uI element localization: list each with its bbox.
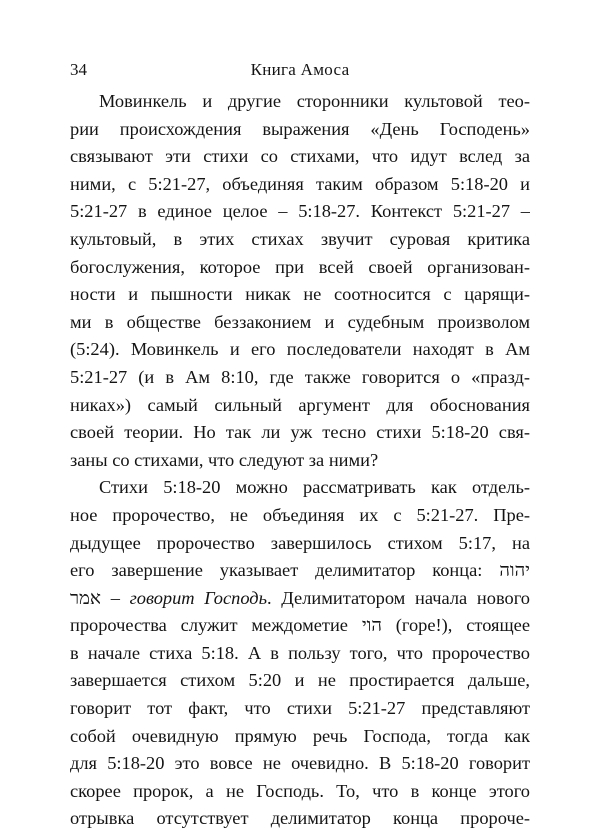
text-line: богослужения, которое при всей своей организован-: [70, 256, 530, 277]
text-line: его завершение указывает делимитатор конца: יהוה: [70, 560, 530, 581]
text-line: (5:24). Мовинкель и его последователи находят в Ам: [70, 339, 530, 360]
text-line: ними, с 5:21-27, объединяя таким образом 5:18-20 и: [70, 173, 530, 194]
text-line: никах») самый сильный аргумент для обоснования: [70, 394, 530, 415]
text-line: Стихи 5:18-20 можно рассматривать как отдель-: [99, 477, 530, 498]
text-line: Мовинкель и другие сторонники культовой тео-: [99, 91, 530, 111]
text-line: ное пророчество, не объединяя их с 5:21-27. Пре-: [70, 504, 530, 525]
paragraph-2: [70, 474, 530, 833]
text-line: дыдущее пророчество завершилось стихом 5:17, на: [70, 532, 530, 553]
line-tail: . Делимитатором начала нового: [266, 587, 530, 608]
page-number: 34: [70, 60, 87, 79]
page-header: [70, 58, 530, 82]
text-line: говорит тот факт, что стихи 5:21-27 представляют: [70, 698, 530, 719]
text-line: ности и пышности никак не соотносится с царящи-: [70, 284, 530, 305]
text-line: завершается стихом 5:20 и не простирается дальше,: [70, 670, 530, 691]
text-line: рии происхождения выражения «День Господень»: [70, 118, 530, 139]
italic-phrase: говорит Господь: [129, 587, 267, 608]
text-body: [70, 88, 530, 833]
text-line: своей теории. Но так ли уж тесно стихи 5:18-20 свя-: [70, 422, 530, 443]
text-line: в начале стиха 5:18. А в пользу того, что пророчество: [70, 642, 530, 663]
text-line: отрывка отсутствует делимитатор конца пророче-: [70, 808, 530, 829]
text-line: 5:21-27 в единое целое – 5:18-27. Контекст 5:21-27 –: [70, 201, 530, 222]
paragraph-1: [70, 88, 530, 474]
running-title: Книга Амоса: [250, 60, 350, 79]
text-line: заны со стихами, что следуют за ними?: [70, 449, 379, 470]
hebrew-amar: אמר –: [70, 587, 130, 608]
text-line: связывают эти стихи со стихами, что идут вслед за: [70, 146, 530, 167]
text-line: для 5:18-20 это вовсе не очевидно. В 5:18-20 говорит: [70, 753, 530, 774]
text-line: 5:21-27 (и в Ам 8:10, где также говорится о «празд-: [70, 366, 530, 387]
text-line: собой очевидную прямую речь Господа, тогда как: [70, 725, 530, 746]
text-line: скорее пророк, а не Господь. То, что в конце этого: [70, 780, 530, 801]
text-line: ми в обществе беззаконием и судебным произволом: [70, 311, 530, 332]
text-line: пророчества служит междометие הוי (горе!), стоящее: [70, 615, 530, 636]
text-line-with-italic: [70, 585, 530, 613]
text-line: культовый, в этих стихах звучит суровая критика: [70, 228, 530, 249]
